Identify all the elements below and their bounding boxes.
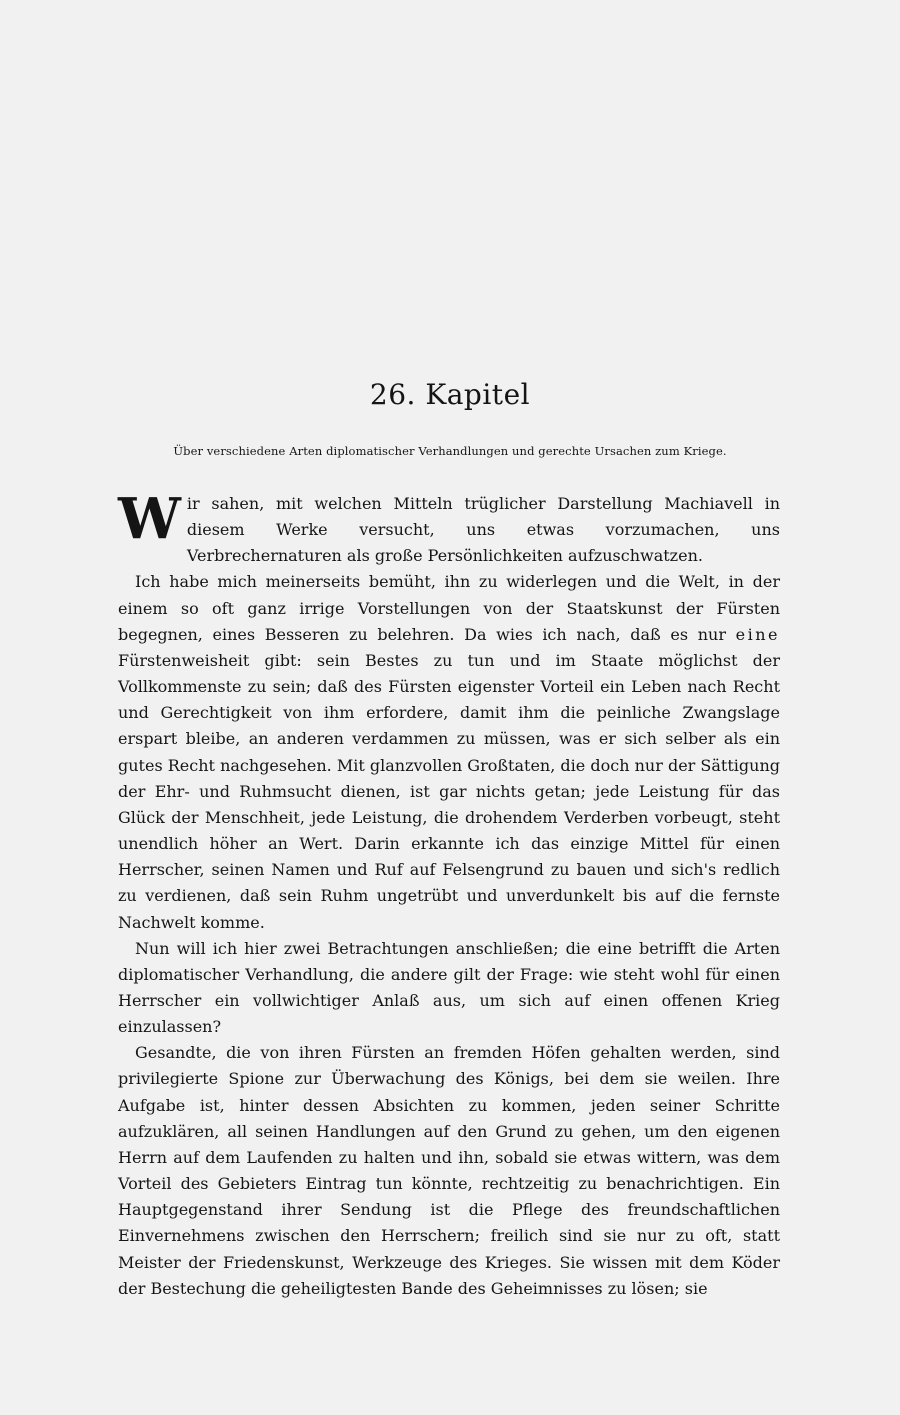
paragraph-1-text: ir sahen, mit welchen Mitteln trüglicher Darstellung Machiavell in diesem Werke versucht, uns etwas vorzumachen, uns Verbrechernaturen als große Persönlichkeiten aufzuschwatzen. — [186, 494, 780, 566]
paragraph-1 — [118, 486, 780, 569]
chapter-subtitle: Über verschiedene Arten diplomatischer Verhandlungen und gerechte Ursachen zum Kriege. — [173, 444, 727, 458]
paragraph-2-text-before: Ich habe mich meinerseits bemüht, ihn zu widerlegen und die Welt, in der einem so oft ganz irrige Vorstellungen von der Staatskunst der Fürsten begegnen, eines Besseren zu belehren. Da wies ich nach, daß es nur — [118, 572, 780, 644]
paragraph-2-emphasis: eine — [735, 624, 780, 644]
paragraph-4 — [118, 1040, 780, 1302]
paragraph-2 — [118, 569, 780, 935]
chapter-body — [118, 486, 780, 1302]
chapter-title: 26. Kapitel — [369, 378, 531, 411]
paragraph-3-text: Nun will ich hier zwei Betrachtungen anschließen; die eine betrifft die Arten diplomatischer Verhandlung, die andere gilt der Frage: wie steht wohl für einen Herrscher ein vollwichtiger Anlaß aus, um sich auf einen offenen Krieg einzulassen? — [118, 938, 780, 1037]
paragraph-4-text: Gesandte, die von ihren Fürsten an fremden Höfen gehalten werden, sind privilegierte Spione zur Überwachung des Königs, bei dem sie weilen. Ihre Aufgabe ist, hinter dessen Absichten zu kommen, jeden seiner Schritte aufzuklären, all seinen Handlungen auf den Grund zu gehen, um den eigenen Herrn auf dem Laufenden zu halten und ihn, sobald sie etwas wittern, was dem Vorteil des Gebieters Eintrag tun könnte, rechtzeitig zu benachrichtigen. Ein Hauptgegenstand ihrer Sendung ist die Pflege des freundschaftlichen Einvernehmens zwischen den Herrschern; freilich sind sie nur zu oft, statt Meister der Friedenskunst, Werkzeuge des Krieges. Sie wissen mit dem Köder der Bestechung die geheiligtesten Bande des Geheimnisses zu lösen; sie — [118, 1043, 780, 1298]
paragraph-3 — [118, 936, 780, 1041]
paragraph-2-text-after: Fürstenweisheit gibt: sein Bestes zu tun und im Staate möglichst der Vollkommenste zu sein; daß des Fürsten eigenster Vorteil ein Leben nach Recht und Gerechtigkeit von ihm erfordere, damit ihm die peinliche Zwangslage erspart bleibe, an anderen verdammen zu müssen, was er sich selber als ein gutes Recht nachgesehen. Mit glanzvollen Großtaten, die doch nur der Sättigung der Ehr- und Ruhmsucht dienen, ist gar nichts getan; jede Leistung für das Glück der Menschheit, jede Leistung, die drohendem Verderben vorbeugt, steht unendlich höher an Wert. Darin erkannte ich das einzige Mittel für einen Herrscher, seinen Namen und Ruf auf Felsengrund zu bauen und sich's redlich zu verdienen, daß sein Ruhm ungetrübt und unverdunkelt bis auf die fernste Nachwelt komme. — [118, 650, 780, 932]
drop-cap: W — [118, 486, 181, 552]
